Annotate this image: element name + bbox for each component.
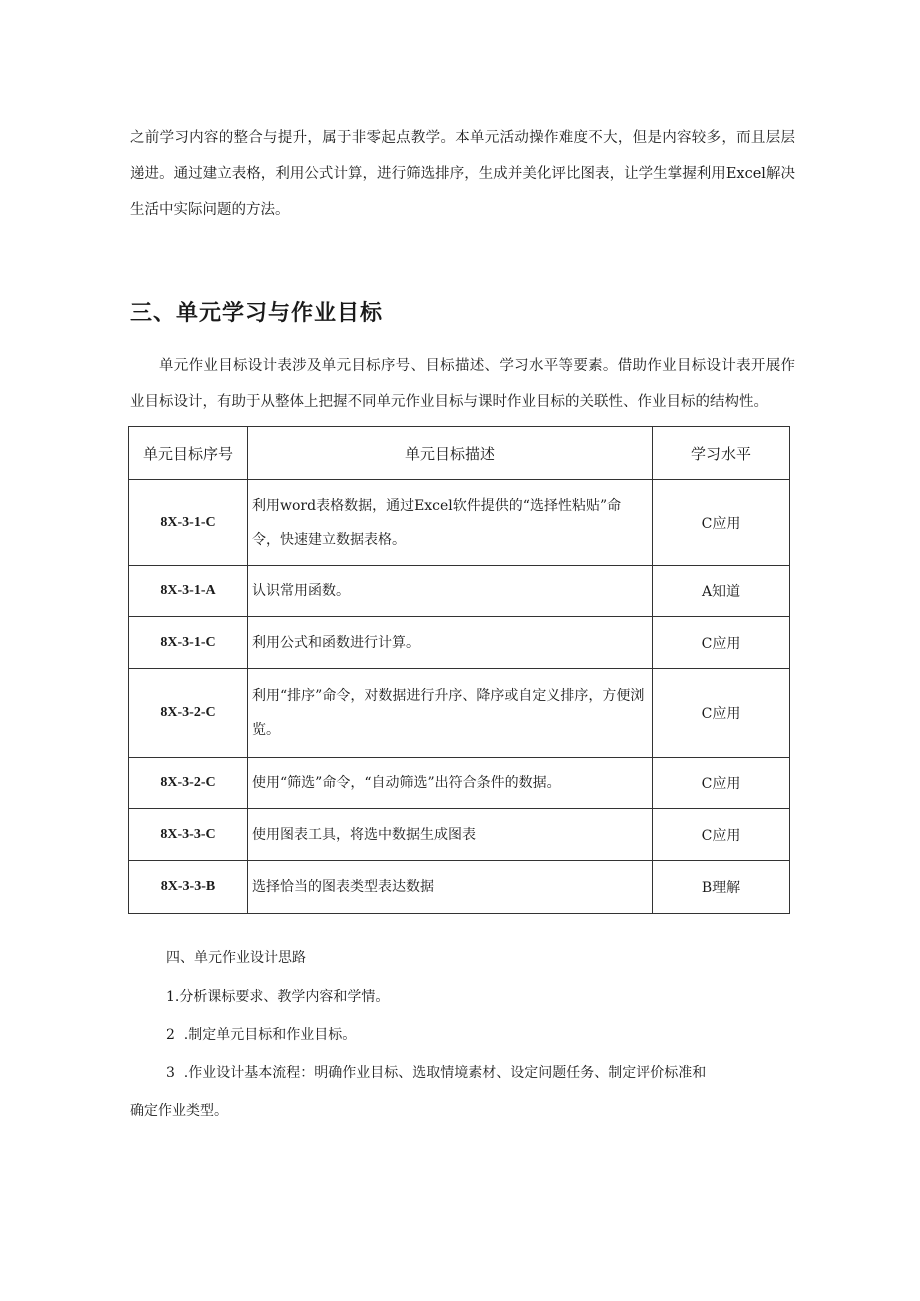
learning-level: B理解 xyxy=(653,861,790,914)
goal-description: 使用“筛选”命令，“自动筛选”出符合条件的数据。 xyxy=(248,758,653,809)
goal-code: 8X-3-3-B xyxy=(129,861,248,914)
table-row xyxy=(129,566,790,617)
table-row xyxy=(129,480,790,566)
learning-level: C应用 xyxy=(653,809,790,861)
goal-code: 8X-3-1-C xyxy=(129,617,248,669)
unit-goals-table xyxy=(128,426,790,914)
goal-code: 8X-3-1-A xyxy=(129,566,248,617)
goal-description: 利用“排序”命令，对数据进行升序、降序或自定义排序，方便浏览。 xyxy=(248,669,653,758)
table-row xyxy=(129,758,790,809)
goal-description: 利用word表格数据，通过Excel软件提供的“选择性粘贴”命令，快速建立数据表格。 xyxy=(248,480,653,566)
section-4-heading: 四、单元作业设计思路 xyxy=(166,950,306,966)
section-3-heading: 三、单元学习与作业目标 xyxy=(130,301,384,326)
header-learning-level: 学习水平 xyxy=(653,427,790,480)
design-step-1: 1.分析课标要求、教学内容和学情。 xyxy=(166,989,390,1005)
table-row xyxy=(129,861,790,914)
intro-paragraph: 之前学习内容的整合与提升，属于非零起点教学。本单元活动操作难度不大，但是内容较多，而且层层递进。通过建立表格，利用公式计算，进行筛选排序，生成并美化评比图表，让学生掌握利用Excel解决生活中实际问题的方法。 xyxy=(130,130,795,218)
table-row xyxy=(129,617,790,669)
table-row xyxy=(129,669,790,758)
goal-description: 选择恰当的图表类型表达数据 xyxy=(248,861,653,914)
design-step-3: 3 .作业设计基本流程：明确作业目标、选取情境素材、设定问题任务、制定评价标准和 xyxy=(166,1065,707,1081)
goal-code: 8X-3-2-C xyxy=(129,758,248,809)
goal-code: 8X-3-1-C xyxy=(129,480,248,566)
goal-code: 8X-3-3-C xyxy=(129,809,248,861)
table-row xyxy=(129,809,790,861)
goal-code: 8X-3-2-C xyxy=(129,669,248,758)
goal-description: 认识常用函数。 xyxy=(248,566,653,617)
header-goal-code: 单元目标序号 xyxy=(129,427,248,480)
table-header-row xyxy=(129,427,790,480)
goal-description: 利用公式和函数进行计算。 xyxy=(248,617,653,669)
header-goal-description: 单元目标描述 xyxy=(248,427,653,480)
goal-description: 使用图表工具，将选中数据生成图表 xyxy=(248,809,653,861)
learning-level: A知道 xyxy=(653,566,790,617)
learning-level: C应用 xyxy=(653,758,790,809)
design-step-2: 2 .制定单元目标和作业目标。 xyxy=(166,1027,357,1043)
learning-level: C应用 xyxy=(653,480,790,566)
design-step-3-continued: 确定作业类型。 xyxy=(130,1103,228,1119)
learning-level: C应用 xyxy=(653,669,790,758)
section-3-paragraph: 单元作业目标设计表涉及单元目标序号、目标描述、学习水平等要素。借助作业目标设计表开展作业目标设计，有助于从整体上把握不同单元作业目标与课时作业目标的关联性、作业目标的结构性。 xyxy=(130,358,795,410)
learning-level: C应用 xyxy=(653,617,790,669)
